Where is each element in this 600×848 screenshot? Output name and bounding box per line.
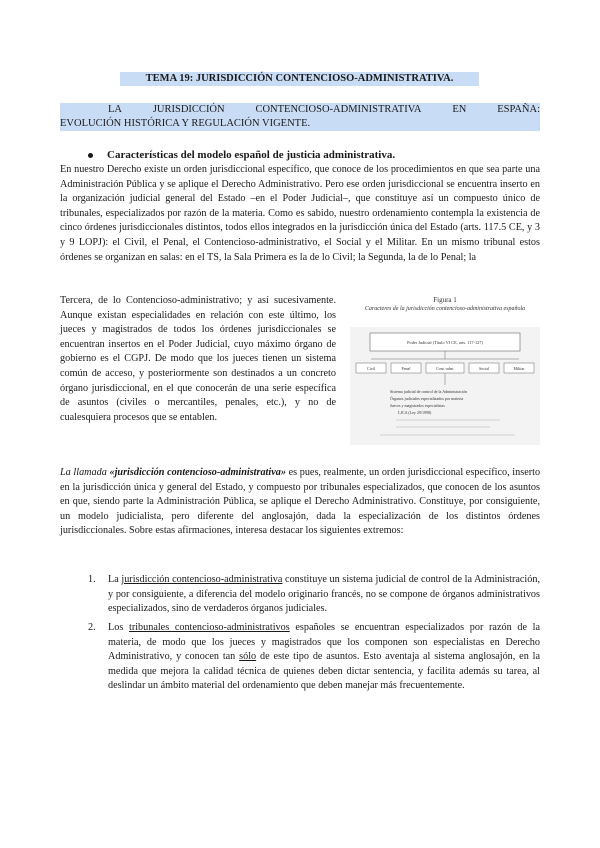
subtitle-word: ESPAÑA: <box>497 104 540 115</box>
figure-label: Figura 1 <box>433 296 457 304</box>
underlined-term: jurisdicción contencioso-administrativa <box>121 574 283 585</box>
underlined-word: sólo <box>239 651 257 663</box>
list-item-text <box>108 573 540 617</box>
underlined-term: tribunales contencioso-administrativos <box>128 622 290 633</box>
section-heading <box>88 148 395 162</box>
paragraph-3-body: es pues, realmente, un orden jurisdiccional específico, inserto en la jurisdicción única y general del Estado, y compuesto por tribunales especializados, que conocen de los asuntos en que, siendo parte la Administración Pública, se aplique el Derecho Administrativo. Constituye, por consiguiente, un modelo judicialista, pero diferente del anglosajón, dada la especialización de los distintos órdenes jurisdiccionales. Sobre estas afirmaciones, interesa destacar los siguientes extremos: <box>60 467 541 537</box>
diagram-node-label: Cont.-adm. <box>436 366 454 371</box>
subtitle-word: LA <box>108 104 122 115</box>
list-item <box>60 573 540 617</box>
list-item-text <box>108 621 540 694</box>
subtitle-line-2: EVOLUCIÓN HISTÓRICA Y REGULACIÓN VIGENTE. <box>60 118 311 129</box>
figure-diagram <box>350 327 540 445</box>
list-text-post: constituye un sistema judicial de control de la Administración, y por consiguiente, a diferencia del modelo originario francés, no se compone de órganos administrativos especializados, sino de verdaderos órganos judiciales. <box>108 574 540 615</box>
list-text-post: de este tipo de asuntos. Esto aventaja al sistema anglosajón, en la medida que mejora la calidad técnica de quienes deben dictar sentencia, y facilita además su tarea, al deslindar un ámbito material del ordenamiento que deben manejar más frecuentemente. <box>108 651 541 692</box>
list-number: 2. <box>88 622 96 633</box>
diagram-node-label: Militar <box>513 366 525 371</box>
diagram-note: LJCA (Ley 29/1998) <box>398 410 432 415</box>
diagram-note: Jueces y magistrados especialistas <box>390 403 445 408</box>
diagram-top-text: Poder Judicial (Título VI CE, arts. 117-127) <box>407 340 483 345</box>
list-text-pre: La <box>108 574 122 585</box>
diagram-svg <box>350 327 540 445</box>
subtitle-word: JURISDICCIÓN <box>152 104 225 115</box>
diagram-node-label: Civil <box>366 366 376 371</box>
section-heading-text: Características del modelo español de justicia administrativa. <box>107 149 396 161</box>
paragraph-3 <box>60 466 540 539</box>
page-subtitle <box>60 103 540 131</box>
paragraph-1: En nuestro Derecho existe un orden jurisdiccional específico, que conoce de los procedimientos en que sea parte una Administración Pública y se aplique el Derecho Administrativo. Pero ese orden jurisdiccional se encuentra inserto en la organización judicial general del Estado –en el Poder Judicial–, que constituye así un compuesto único de tribunales, especializados por razón de la materia. Como es sabido, nuestro ordenamiento contempla la existencia de cinco órdenes jurisdiccionales distintos, todos ellos integrados en la jurisdicción única del Estado (arts. 117.5 CE, y 3 y 9 LOPJ): el Civil, el Penal, el Contencioso-administrativo, el Social y el Militar. En un mismo tribunal estos órdenes se organizan en salas: en el TS, la Sala Primera es la de lo Civil; la Segunda, la de lo Penal; la <box>60 164 540 263</box>
page-title: TEMA 19: JURISDICCIÓN CONTENCIOSO-ADMINISTRATIVA. <box>120 72 479 86</box>
list-item <box>60 621 540 694</box>
list-number: 1. <box>88 574 96 585</box>
subtitle-word: CONTENCIOSO-ADMINISTRATIVA <box>255 104 422 115</box>
bullet-icon <box>88 153 93 158</box>
paragraph-3-intro: La llamada <box>60 467 107 478</box>
diagram-note: Sistema judicial de control de la Administración <box>390 389 468 394</box>
paragraph-2: Tercera, de lo Contencioso-administrativo; y así sucesivamente. Aunque existan especialidades en relación con este último, los jueces y magistrados de todos los órdenes jurisdiccionales se encuentran insertos en el Poder Judicial, cuyo máximo órgano de gobierno es el CGPJ. De modo que los jueces tienen un sistema común de acceso, y posteriormente son destinados a un concreto órgano jurisdiccional, en el que conocerán de una serie específica de asuntos (civiles o mercantiles, penales, etc.), y no de cualesquiera procesos que se entablen. <box>60 295 336 423</box>
figure-caption: Caracteres de la jurisdicción contencioso-administrativa española <box>364 306 526 312</box>
highlighted-term: «jurisdicción contencioso-administrativa» <box>109 467 286 478</box>
diagram-note: Órganos judiciales especializados por materia <box>390 396 464 401</box>
diagram-node-label: Social <box>479 366 489 371</box>
list-text-mid: españoles se encuentran especializados por razón de la materia, de modo que los jueces y magistrados que los componen son especialistas en Derecho Administrativo, y conocen tan <box>108 622 541 663</box>
list-text-pre: Los <box>108 622 129 633</box>
subtitle-word: EN <box>452 104 467 115</box>
figure-organization-chart <box>350 296 540 446</box>
diagram-node-label: Penal <box>401 366 411 371</box>
